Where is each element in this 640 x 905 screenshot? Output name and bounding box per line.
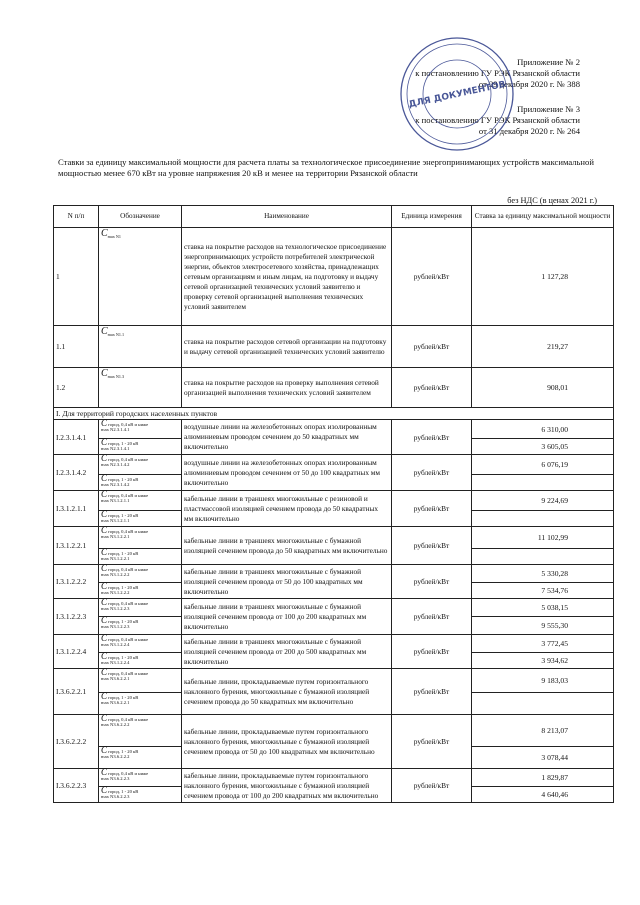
rate-symbol [99, 669, 182, 693]
symbol-letter: C [101, 713, 108, 723]
rate-description: кабельные линии в траншеях многожильные с бумажной изоляцией сечением провода до 50 квадратных мм включительно [182, 527, 392, 565]
symbol-territory: город, 1 - 20 кВ [108, 551, 139, 556]
rate-symbol [99, 565, 182, 583]
unit-cell: рублей/кВт [392, 565, 472, 599]
rate-symbol [99, 599, 182, 617]
official-stamp [398, 35, 516, 153]
unit-cell: рублей/кВт [392, 715, 472, 769]
symbol-subscript: max N3.1.2.1.1 [101, 498, 130, 504]
symbol-letter: C [101, 547, 108, 557]
rate-value: 11 102,99 [472, 527, 614, 549]
symbol-territory: город, 0,4 кВ и ниже [108, 601, 149, 606]
rate-symbol [99, 511, 182, 527]
rate-description: кабельные линии в траншеях многожильные с бумажной изоляцией сечением провода от 50 до 100 квадратных мм включительно [182, 565, 392, 599]
symbol-subscript: max N3.1.2.2.2 [101, 590, 130, 596]
symbol-letter: C [101, 651, 108, 661]
header-num: N п/п [54, 206, 99, 228]
rate-value: 6 310,00 [472, 420, 614, 439]
symbol-territory: город, 0,4 кВ и ниже [108, 771, 149, 776]
section-title: I. Для территорий городских населенных пунктов [54, 408, 614, 420]
unit-cell: рублей/кВт [392, 599, 472, 635]
rate-symbol [99, 228, 182, 326]
symbol-letter: C [101, 691, 108, 701]
row-number: I.3.6.2.2.1 [54, 669, 99, 715]
rate-value: 8 213,07 [472, 715, 614, 747]
symbol-subscript: max N3.1.2.2.2 [101, 572, 130, 578]
symbol-letter: C [101, 473, 108, 483]
rate-value: 6 076,19 [472, 455, 614, 475]
symbol-letter: C [101, 418, 108, 428]
table-row [54, 669, 614, 693]
table-row [54, 565, 614, 583]
symbol-subscript: max N3.6.2.2.2 [101, 754, 130, 760]
symbol-letter: C [101, 745, 108, 755]
symbol-subscript: max N3.1.2.2.1 [101, 534, 130, 540]
stamp-text: ДЛЯ ДОКУМЕНТОВ [407, 79, 507, 111]
rate-value: 9 555,30 [472, 617, 614, 635]
rate-description: кабельные линии в траншеях многожильные с бумажной изоляцией сечением провода от 200 до 500 квадратных мм включительно [182, 635, 392, 669]
symbol-letter: C [101, 453, 108, 463]
rate-description: кабельные линии в траншеях многожильные с резиновой и пластмассовой изоляцией сечением провода до 50 квадратных мм включительно [182, 491, 392, 527]
rate-symbol [99, 491, 182, 511]
rate-value: 9 224,69 [472, 491, 614, 511]
rate-value [472, 693, 614, 715]
header-unit: Единица измерения [392, 206, 472, 228]
unit-cell: рублей/кВт [392, 491, 472, 527]
symbol-letter: C [101, 615, 108, 625]
symbol-subscript: max N3.6.2.2.3 [101, 794, 130, 800]
rate-value: 4 640,46 [472, 787, 614, 803]
symbol-subscript: max N3.1.2.2.3 [101, 624, 130, 630]
rate-description: кабельные линии, прокладываемые путем горизонтального наклонного бурения, многожильные с бумажной изоляцией сечением провода от 50 до 100 квадратных мм включительно [182, 715, 392, 769]
rate-description: кабельные линии, прокладываемые путем горизонтального наклонного бурения, многожильные с бумажной изоляцией сечением провода до 50 квадратных мм включительно [182, 669, 392, 715]
header-rate: Ставка за единицу максимальной мощности [472, 206, 614, 228]
symbol-subscript: max N3.1.2.2.1 [101, 556, 130, 562]
symbol-subscript: max N2.3.1.4.1 [101, 427, 130, 433]
symbol-territory: город, 1 - 20 кВ [108, 477, 139, 482]
row-number: I.3.1.2.2.4 [54, 635, 99, 669]
table-row [54, 228, 614, 326]
symbol-territory: город, 0,4 кВ и ниже [108, 717, 149, 722]
symbol-letter: C [101, 228, 108, 239]
unit-cell: рублей/кВт [392, 635, 472, 669]
symbol-subscript: max N2.3.1.4.1 [101, 446, 130, 452]
symbol-territory: город, 1 - 20 кВ [108, 619, 139, 624]
symbol-territory: город, 1 - 20 кВ [108, 749, 139, 754]
table-row [54, 527, 614, 549]
symbol-territory: город, 1 - 20 кВ [108, 789, 139, 794]
symbol-territory: город, 0,4 кВ и ниже [108, 671, 149, 676]
rate-symbol [99, 747, 182, 769]
rate-description: кабельные линии, прокладываемые путем горизонтального наклонного бурения, многожильные с бумажной изоляцией сечением провода от 100 до 200 квадратных мм включительно [182, 769, 392, 803]
table-header-row [54, 206, 614, 228]
symbol-subscript: max N2.3.1.4.2 [101, 482, 130, 488]
unit-cell: рублей/кВт [392, 527, 472, 565]
rate-value [472, 549, 614, 565]
rate-value: 219,27 [472, 326, 614, 368]
symbol-letter: C [101, 525, 108, 535]
symbol-territory: город, 0,4 кВ и ниже [108, 637, 149, 642]
rate-value: 3 605,05 [472, 439, 614, 455]
symbol-subscript: max N3.1.2.2.4 [101, 642, 130, 648]
symbol-territory: город, 0,4 кВ и ниже [108, 422, 149, 427]
symbol-letter: C [101, 326, 108, 337]
symbol-subscript: max N3.1.2.2.3 [101, 606, 130, 612]
symbol-letter: C [101, 563, 108, 573]
symbol-subscript: max N3.1.2.2.4 [101, 660, 130, 666]
rate-value: 7 534,76 [472, 583, 614, 599]
row-number: 1 [54, 228, 99, 326]
rate-symbol [99, 326, 182, 368]
table-row [54, 715, 614, 747]
row-number: I.3.1.2.1.1 [54, 491, 99, 527]
row-number: I.3.6.2.2.2 [54, 715, 99, 769]
rate-description: ставка на покрытие расходов на проверку выполнения сетевой организацией выполнения технических условий заявителем [182, 368, 392, 408]
row-number: I.3.1.2.2.3 [54, 599, 99, 635]
unit-cell: рублей/кВт [392, 228, 472, 326]
symbol-territory: город, 0,4 кВ и ниже [108, 567, 149, 572]
symbol-subscript: max N3.6.2.2.1 [101, 676, 130, 682]
row-number: I.3.1.2.2.2 [54, 565, 99, 599]
unit-cell: рублей/кВт [392, 368, 472, 408]
symbol-letter: C [101, 437, 108, 447]
header-name: Наименование [182, 206, 392, 228]
rate-value: 1 127,28 [472, 228, 614, 326]
symbol-subscript: max N2.3.1.4.2 [101, 462, 130, 468]
table-row [54, 635, 614, 653]
symbol-territory: город, 1 - 20 кВ [108, 441, 139, 446]
rate-value [472, 511, 614, 527]
symbol-letter: C [101, 633, 108, 643]
rate-symbol [99, 527, 182, 549]
symbol-territory: город, 1 - 20 кВ [108, 695, 139, 700]
symbol-letter: C [101, 489, 108, 499]
rate-symbol [99, 455, 182, 475]
table-row [54, 368, 614, 408]
row-number: I.2.3.1.4.2 [54, 455, 99, 491]
table-row [54, 599, 614, 617]
row-number: 1.1 [54, 326, 99, 368]
table-row [54, 769, 614, 787]
appendix-number: Приложение № 3 [517, 104, 580, 114]
table-row [54, 420, 614, 439]
symbol-letter: C [101, 597, 108, 607]
row-number: I.3.6.2.2.3 [54, 769, 99, 803]
unit-cell: рублей/кВт [392, 455, 472, 491]
rate-description: воздушные линии на железобетонных опорах изолированным алюминиевым проводом сечением от 50 до 100 квадратных мм включительно [182, 455, 392, 491]
appendix-decree-date: от 29 декабря 2020 г. № 388 [478, 79, 580, 89]
unit-cell: рублей/кВт [392, 420, 472, 455]
symbol-territory: город, 1 - 20 кВ [108, 513, 139, 518]
rate-symbol [99, 439, 182, 455]
symbol-territory: город, 0,4 кВ и ниже [108, 529, 149, 534]
rate-value: 3 078,44 [472, 747, 614, 769]
rate-symbol [99, 475, 182, 491]
unit-cell: рублей/кВт [392, 326, 472, 368]
table-row [54, 326, 614, 368]
section-row [54, 408, 614, 420]
rate-symbol [99, 583, 182, 599]
symbol-letter: C [101, 667, 108, 677]
appendix-decree: к постановлению ГУ РЭК Рязанской области [415, 68, 580, 78]
rate-value: 3 772,45 [472, 635, 614, 653]
rate-value: 9 183,03 [472, 669, 614, 693]
rate-symbol [99, 549, 182, 565]
appendix-number: Приложение № 2 [517, 57, 580, 67]
symbol-subscript: max N1 [107, 234, 121, 239]
rate-description: кабельные линии в траншеях многожильные с бумажной изоляцией сечением провода от 100 до 200 квадратных мм включительно [182, 599, 392, 635]
row-number: I.2.3.1.4.1 [54, 420, 99, 455]
unit-cell: рублей/кВт [392, 769, 472, 803]
symbol-subscript: max N3.6.2.2.1 [101, 700, 130, 706]
symbol-letter: C [101, 368, 108, 379]
symbol-letter: C [101, 581, 108, 591]
symbol-letter: C [101, 509, 108, 519]
symbol-subscript: max N1.1 [107, 332, 125, 337]
appendix-decree: к постановлению ГУ РЭК Рязанской области [415, 115, 580, 125]
rate-description: воздушные линии на железобетонных опорах изолированным алюминиевым проводом сечением до 50 квадратных мм включительно [182, 420, 392, 455]
rate-symbol [99, 420, 182, 439]
header-symbol: Обозначение [99, 206, 182, 228]
unit-cell: рублей/кВт [392, 669, 472, 715]
rate-description: ставка на покрытие расходов сетевой организации на подготовку и выдачу сетевой организацией технических условий заявителю [182, 326, 392, 368]
symbol-territory: город, 0,4 кВ и ниже [108, 457, 149, 462]
symbol-subscript: max N3.6.2.2.2 [101, 722, 130, 728]
price-note: без НДС (в ценах 2021 г.) [507, 196, 597, 205]
rate-value: 1 829,87 [472, 769, 614, 787]
rate-value: 5 038,15 [472, 599, 614, 617]
symbol-subscript: max N1.3 [107, 374, 125, 379]
document-title: Ставки за единицу максимальной мощности для расчета платы за технологическое присоединение энергопринимающих устройств максимальной мощностью менее 670 кВт на уровне напряжения 20 кВ и менее на территории Рязанской области [58, 157, 594, 178]
rate-symbol [99, 715, 182, 747]
rate-symbol [99, 693, 182, 715]
rate-symbol [99, 635, 182, 653]
symbol-letter: C [101, 785, 108, 795]
row-number: I.3.1.2.2.1 [54, 527, 99, 565]
symbol-subscript: max N3.6.2.2.3 [101, 776, 130, 782]
symbol-subscript: max N3.1.2.1.1 [101, 518, 130, 524]
table-row [54, 491, 614, 511]
rate-symbol [99, 769, 182, 787]
rate-symbol [99, 617, 182, 635]
row-number: 1.2 [54, 368, 99, 408]
rate-value: 908,01 [472, 368, 614, 408]
symbol-territory: город, 0,4 кВ и ниже [108, 493, 149, 498]
table-row [54, 455, 614, 475]
symbol-territory: город, 1 - 20 кВ [108, 655, 139, 660]
appendix-decree-date: от 31 декабря 2020 г. № 264 [478, 126, 580, 136]
rate-symbol [99, 653, 182, 669]
rate-symbol [99, 368, 182, 408]
rate-value: 3 934,62 [472, 653, 614, 669]
symbol-territory: город, 1 - 20 кВ [108, 585, 139, 590]
rate-value: 5 330,28 [472, 565, 614, 583]
rates-table [53, 205, 614, 803]
rate-symbol [99, 787, 182, 803]
rate-value [472, 475, 614, 491]
symbol-letter: C [101, 767, 108, 777]
rate-description: ставка на покрытие расходов на технологическое присоединение энергопринимающих устройств потребителей электрической энергии, объектов электросетевого хозяйства, принадлежащих сетевым организациям и иным лицам, на подготовку и выдачу сетевой организацией технических условий заявителю и проверку сетевой организацией выполнения технических условий заявителем [182, 228, 392, 326]
